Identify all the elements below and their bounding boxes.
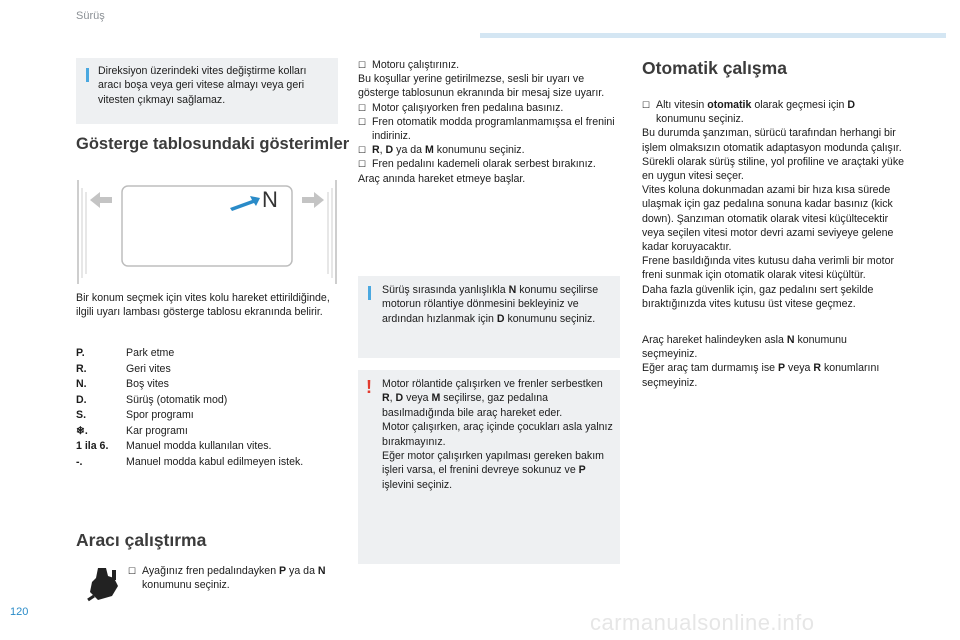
checkbox-bullet-icon: ☐ [358, 102, 367, 113]
mode-value: Sürüş (otomatik mod) [126, 393, 228, 406]
mode-value: Kar programı [126, 424, 188, 437]
info-bar-icon [86, 68, 89, 82]
bullet-row [358, 143, 618, 157]
info-note-text [382, 283, 612, 326]
text-run-bold: otomatik [707, 99, 752, 111]
cluster-gear-indicator: N [262, 187, 278, 212]
text-run: , [379, 144, 386, 157]
text-run: konumlarını seçmeyiniz. [642, 362, 880, 389]
mode-value: Manuel modda kullanılan vites. [126, 440, 272, 452]
text-run-bold: D [395, 392, 404, 405]
warning-text [382, 377, 614, 420]
right-body [642, 98, 904, 390]
start-step [128, 564, 338, 592]
text-run: veya [785, 362, 814, 375]
text-run-bold: N [317, 565, 326, 577]
warning-note [358, 370, 620, 564]
text-run-bold: N [786, 334, 795, 347]
arrow-right-icon [302, 192, 324, 208]
text-run: Sürüş sırasında yanlışlıkla [382, 284, 509, 296]
text-run: konumunu seçiniz. [142, 579, 230, 592]
warning-text: Motor çalışırken, araç içinde çocukları asla yalnız bırakmayınız. [382, 421, 613, 448]
bullet-text [142, 564, 338, 592]
mode-key: -. [76, 455, 83, 468]
text-run-bold: R [813, 362, 821, 375]
mode-key: ❄. [76, 424, 88, 437]
heading-araci-calistirma: Aracı çalıştırma [76, 530, 207, 550]
header-section-label: Sürüş [76, 10, 105, 22]
text-run-bold: R [372, 144, 380, 157]
checkbox-bullet-icon: ☐ [642, 100, 651, 110]
paragraph: Vites koluna dokunmadan azami bir hıza kısa sürede ulaşmak için gaz pedalına sonuna kadar basınız (kick down). Şanzıman otomatik olarak vitesi küçültecektir veya seçilen vitesi motor devri azami seviyeye gelene kadar koruyacaktır. [642, 184, 894, 254]
bullet-row [358, 157, 618, 171]
text-run-bold: D [385, 144, 394, 157]
mode-value: Manuel modda kabul edilmeyen istek. [126, 455, 304, 468]
mode-key: 1 ila 6. [76, 440, 109, 452]
text-run: konumunu seçiniz. [433, 144, 525, 157]
warning-text [382, 449, 614, 492]
text-run: Araç hareket halindeyken asla [642, 334, 787, 347]
arrow-left-icon [90, 192, 112, 208]
para-select-position: Bir konum seçmek için vites kolu hareket ettirildiğinde, ilgili uyarı lambası gösterge tablosu ekranında belirir. [76, 292, 330, 319]
mode-value: Boş vites [126, 378, 169, 390]
mode-row [76, 362, 346, 378]
checkbox-bullet-icon: ☐ [358, 116, 367, 127]
text-run-bold: P [279, 565, 287, 577]
bullet-text: Fren otomatik modda programlanmamışsa el frenini indiriniz. [372, 115, 615, 143]
text-run: veya [403, 392, 432, 405]
middle-steps [358, 58, 618, 186]
mode-row [76, 439, 346, 455]
text-run: işlevini seçiniz. [382, 478, 453, 491]
text-run: ya da [393, 144, 426, 157]
page-number: 120 [10, 606, 29, 618]
heading-otomatik-calisma: Otomatik çalışma [642, 58, 787, 78]
instrument-cluster-illustration [76, 178, 338, 286]
heading-gosterge: Gösterge tablosundaki gösterimler [76, 135, 350, 153]
text-run: konumunu seçiniz. [656, 113, 744, 126]
hand-shifter-icon [84, 566, 124, 602]
mode-row [76, 393, 346, 409]
bullet-row [358, 115, 618, 143]
bullet-text: Motor çalışıyorken fren pedalına basınız. [372, 101, 564, 114]
text-run-bold: M [431, 392, 441, 405]
pointer-arrow-icon [230, 196, 260, 211]
text-run: ya da [286, 565, 318, 577]
bullet-row [358, 58, 618, 72]
cluster-svg [76, 178, 338, 286]
text-run-bold: R [382, 392, 390, 405]
bullet-row [128, 564, 338, 592]
watermark: carmanualsonline.info [590, 610, 815, 635]
text-run-bold: P [578, 464, 586, 477]
text-run-bold: N [508, 284, 517, 296]
mode-key: D. [76, 393, 87, 406]
exclamation-icon: ! [366, 377, 372, 397]
paragraph [642, 361, 904, 389]
info-note-paddles [76, 58, 338, 124]
mode-row [76, 455, 346, 471]
mode-value: Spor programı [126, 409, 194, 421]
bullet-row [642, 98, 904, 126]
paragraph: Araç anında hareket etmeye başlar. [358, 172, 526, 185]
text-run: konumunu seçiniz. [504, 312, 596, 325]
info-note-text: Direksiyon üzerindeki vites değiştirme kolları aracı boşa veya geri vitese almayı veya geri vitesten çıkmayı sağlamaz. [98, 65, 307, 106]
paragraph: Bu koşullar yerine getirilmezse, sesli bir uyarı ve gösterge tablosunun ekranında bir mesaj size uyarır. [358, 73, 605, 100]
checkbox-bullet-icon: ☐ [358, 159, 367, 170]
text-run: Eğer araç tam durmamış ise [642, 362, 778, 375]
bullet-text [372, 143, 618, 157]
text-run: seçilirse, gaz pedalına basılmadığında bile araç hareket eder. [382, 392, 563, 419]
checkbox-bullet-icon: ☐ [128, 566, 137, 576]
paragraph: Bu durumda şanzıman, sürücü tarafından herhangi bir işlem olmaksızın otomatik adaptasyon modunda çalışır. Sürekli olarak sürüş stiline, yol profiline ve araçtaki yüke en uygun vitesi seçer. [642, 127, 905, 183]
text-run-bold: D [847, 99, 856, 111]
mode-value: Park etme [126, 347, 175, 359]
paragraph [642, 333, 904, 361]
paragraph: Daha fazla güvenlik için, gaz pedalını sert şekilde bıraktığınızda vites kutusu üst vitese geçmez. [642, 283, 874, 310]
paragraph: Frene basıldığında vites kutusu daha verimli bir motor freni sunmak için otomatik olarak vitesi küçültür. [642, 255, 895, 282]
mode-row [76, 377, 346, 393]
mode-row [76, 408, 346, 424]
text-run-bold: M [425, 144, 434, 157]
text-run: Eğer motor çalışırken yapılması gereken bakım işleri varsa, el frenini devreye sokunuz ve [382, 450, 604, 477]
mode-key: S. [76, 409, 87, 421]
text-run: Altı vitesin [656, 99, 708, 111]
bullet-text: Fren pedalını kademeli olarak serbest bırakınız. [372, 158, 596, 171]
checkbox-bullet-icon: ☐ [358, 145, 367, 156]
mode-row [76, 424, 346, 440]
text-run: konumu seçilirse motorun rölantiye dönmesini bekleyiniz ve ardından hızlanmak için [382, 284, 599, 325]
bullet-text [656, 98, 904, 126]
mode-value: Geri vites [126, 362, 171, 375]
mode-key: P. [76, 347, 85, 359]
info-bar-icon [368, 286, 371, 300]
text-run: , [389, 392, 396, 405]
header-rule [480, 33, 946, 38]
text-run-bold: P [778, 362, 786, 375]
info-note-neutral [358, 276, 620, 358]
gear-mode-list [76, 346, 346, 470]
mode-row [76, 346, 346, 362]
text-run: konumunu seçmeyiniz. [642, 334, 847, 361]
checkbox-bullet-icon: ☐ [358, 60, 367, 70]
mode-key: N. [76, 378, 87, 390]
bullet-text: Motoru çalıştırınız. [372, 59, 460, 71]
bullet-row [358, 101, 618, 115]
text-run: olarak geçmesi için [751, 99, 848, 111]
text-run: Ayağınız fren pedalındayken [142, 565, 280, 577]
text-run: Motor rölantide çalışırken ve frenler serbestken [382, 378, 603, 390]
text-run-bold: D [496, 312, 505, 325]
mode-key: R. [76, 362, 87, 375]
